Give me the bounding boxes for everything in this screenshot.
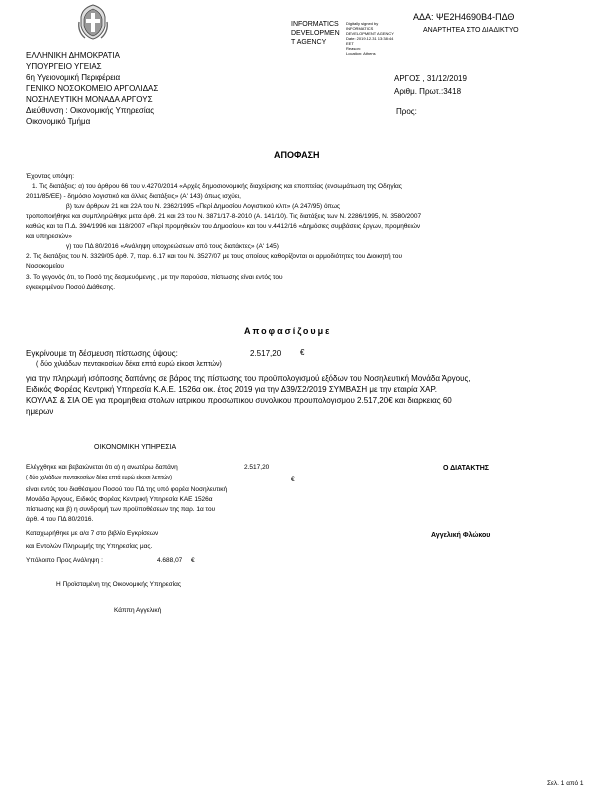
approve-currency: € bbox=[300, 348, 305, 357]
page-number: Σελ. 1 από 1 bbox=[547, 780, 584, 787]
org-line: ΓΕΝΙΚΟ ΝΟΣΟΚΟΜΕΙΟ ΑΡΓΟΛΙΔΑΣ bbox=[26, 84, 159, 93]
finance-head-title: Η Προϊσταμένη της Οικονομικής Υπηρεσίας bbox=[56, 581, 182, 588]
decision-line: ημερων bbox=[26, 407, 54, 416]
org-line: ΝΟΣΗΛΕΥΤΙΚΗ ΜΟΝΑΔΑ ΑΡΓΟΥΣ bbox=[26, 95, 153, 104]
stamp-agency-line-1: INFORMATICS bbox=[291, 21, 339, 28]
org-line: ΥΠΟΥΡΓΕΙΟ ΥΓΕΙΑΣ bbox=[26, 62, 102, 71]
decision-title: Αποφασίζουμε bbox=[244, 326, 332, 336]
document-title: ΑΠΟΦΑΣΗ bbox=[274, 150, 320, 160]
finance-checked-amount: 2.517,20 bbox=[244, 464, 270, 471]
sig-line: Digitally signed by bbox=[346, 21, 379, 26]
finance-heading: ΟΙΚΟΝΟΜΙΚΗ ΥΠΗΡΕΣΙΑ bbox=[94, 444, 177, 451]
authorizer-title: Ο ΔΙΑΤΑΚΤΗΣ bbox=[443, 465, 489, 472]
sig-line: Date: 2019.12.31 13:38:44 bbox=[346, 36, 394, 41]
considering-line: 2011/85/ΕΕ) - δημόσιο λογιστικό και άλλες διατάξεις» (Α' 143) όπως ισχύει, bbox=[26, 193, 241, 200]
sig-line: EET bbox=[346, 41, 354, 46]
considering-line: β) των άρθρων 21 και 22Α του Ν. 2362/1995 «Περί Δημοσίου Λογιστικού κλπ» (Α 247/95) όπως bbox=[66, 203, 341, 210]
considering-line: Νοσοκομείου bbox=[26, 263, 64, 270]
considering-line: γ) του ΠΔ 80/2016 «Ανάληψη υποχρεώσεων από τους διατάκτες» (Α' 145) bbox=[66, 243, 279, 250]
finance-line: Μονάδα Άργους, Ειδικός Φορέας Κεντρική Υπηρεσία ΚΑΕ 1526α bbox=[26, 496, 213, 503]
posted-online-label: ΑΝΑΡΤΗΤΕΑ ΣΤΟ ΔΙΑΔΙΚΤΥΟ bbox=[423, 27, 519, 34]
org-line: Οικονομικό Τμήμα bbox=[26, 117, 91, 126]
considering-line: 2. Τις διατάξεις του Ν. 3329/05 άρθ. 7, παρ. 6.17 και του Ν. 3527/07 με τους οποίους καθορίζονται οι αρμοδιότητες του Διοικητή του bbox=[26, 253, 403, 260]
recipient-label: Προς: bbox=[396, 107, 417, 116]
finance-amount-words: ( δύο χιλιάδων πεντακοσίων δέκα επτά ευρώ είκοσι λεπτών) bbox=[26, 475, 173, 481]
considering-line: καθώς και τα Π.Δ. 394/1996 και 118/2007 «Περί προμηθειών του Δημοσίου» και του ν.4412/16 «Δημόσιες συμβάσεις έργων, προμηθειών bbox=[26, 223, 421, 230]
org-line: 6η Υγειονομική Περιφέρεια bbox=[26, 73, 121, 82]
decision-line: Ειδικός Φορέας Κεντρική Υπηρεσία Κ.Α.Ε. 1526α οικ. έτος 2019 για την Δ39/Σ2/2019 ΣΥΜΒΑΣΗ με την εταιρία ΧΑΡ. bbox=[26, 385, 438, 394]
considering-line: και υπηρεσιών» bbox=[26, 233, 72, 240]
digital-signature-stamp bbox=[291, 20, 340, 47]
considering-line: εγκεκριμένου Ποσού Διάθεσης. bbox=[26, 284, 116, 291]
finance-line: και Εντολών Πληρωμής της Υπηρεσίας μας. bbox=[26, 543, 153, 550]
considering-heading: Έχοντας υπόψη: bbox=[26, 173, 75, 180]
authorizer-name: Αγγελική Φλώκου bbox=[431, 532, 491, 539]
decision-line: ΚΟΥΛΑΣ & ΣΙΑ ΟΕ για προμηθεια στολων ιατρικου προσωπικου συνολικου προυπολογισμου 2.517,20€ και διαρκειας 60 bbox=[26, 396, 452, 405]
ada-number: ΑΔΑ: ΨΕ2Η4690Β4-ΠΔΘ bbox=[413, 12, 515, 22]
finance-line: είναι εντός του διαθέσιμου Ποσού του ΠΔ της υπό φορέα Νοσηλευτική bbox=[26, 486, 228, 493]
remaining-currency: € bbox=[191, 557, 195, 564]
org-line: Διεύθυνση : Οικονομικής Υπηρεσίας bbox=[26, 106, 155, 115]
finance-line: άρθ. 4 του ΠΔ 80/2016. bbox=[26, 516, 94, 523]
org-line: ΕΛΛΗΝΙΚΗ ΔΗΜΟΚΡΑΤΙΑ bbox=[26, 51, 120, 60]
sig-line: DEVELOPMENT AGENCY bbox=[346, 31, 394, 36]
finance-head-name: Κάππη Αγγελική bbox=[114, 607, 162, 614]
considering-line: 1. Τις διατάξεις: α) του άρθρου 66 του ν.4270/2014 «Αρχές δημοσιονομικής διαχείρισης και εποπτείας (ενσωμάτωση της Οδηγίας bbox=[32, 183, 402, 190]
stamp-agency-line-3: T AGENCY bbox=[291, 39, 327, 46]
finance-line: Καταχωρήθηκε με α/α 7 στο βιβλίο Εγκρίσεων bbox=[26, 530, 159, 537]
approve-amount-words: ( δύο χιλιάδων πεντακοσίων δέκα επτά ευρώ είκοσι λεπτών) bbox=[36, 361, 222, 368]
approve-amount: 2.517,20 bbox=[250, 349, 282, 358]
finance-checked-label: Ελέγχθηκε και βεβαιώνεται ότι α) η ανωτέρω δαπάνη bbox=[26, 464, 178, 471]
place-date: ΑΡΓΟΣ , 31/12/2019 bbox=[394, 74, 467, 83]
stamp-agency-line-2: DEVELOPMEN bbox=[291, 30, 340, 37]
remaining-label: Υπόλοιπο Προς Ανάληψη : bbox=[26, 557, 103, 564]
decision-line: για την πληρωμή ισόποσης δαπάνης σε βάρος της πίστωσης του προϋπολογισμού εξόδων του Νοσηλευτική Μονάδα Άργους, bbox=[26, 374, 471, 383]
considering-line: 3. Το γεγονός ότι, το Ποσό της δεσμευόμενης , με την παρούσα, πίστωσης είναι εντός του bbox=[26, 274, 283, 281]
signature-details bbox=[346, 21, 394, 56]
organization-block bbox=[26, 50, 158, 127]
remaining-value: 4.688,07 bbox=[157, 557, 183, 564]
approve-label: Εγκρίνουμε τη δέσμευση πίστωσης ύψους: bbox=[26, 349, 178, 358]
hellenic-republic-emblem-icon bbox=[76, 4, 110, 40]
sig-line: Reason: bbox=[346, 46, 361, 51]
protocol-number: Αριθμ. Πρωτ.:3418 bbox=[394, 87, 462, 96]
finance-line: πίστωσης και β) η συνδρομή των προϋποθέσεων της παρ. 1α του bbox=[26, 506, 216, 513]
considering-line: τροποποιήθηκε και συμπληρώθηκε μετα άρθ. 21 και 23 του Ν. 3871/17-8-2010 (Α. 141/10). Τις διατάξεις των Ν. 2286/1995, Ν. 3580/2007 bbox=[26, 213, 422, 220]
sig-line: INFORMATICS bbox=[346, 26, 374, 31]
finance-currency: € bbox=[291, 476, 295, 483]
sig-line: Location: Athens bbox=[346, 51, 376, 56]
